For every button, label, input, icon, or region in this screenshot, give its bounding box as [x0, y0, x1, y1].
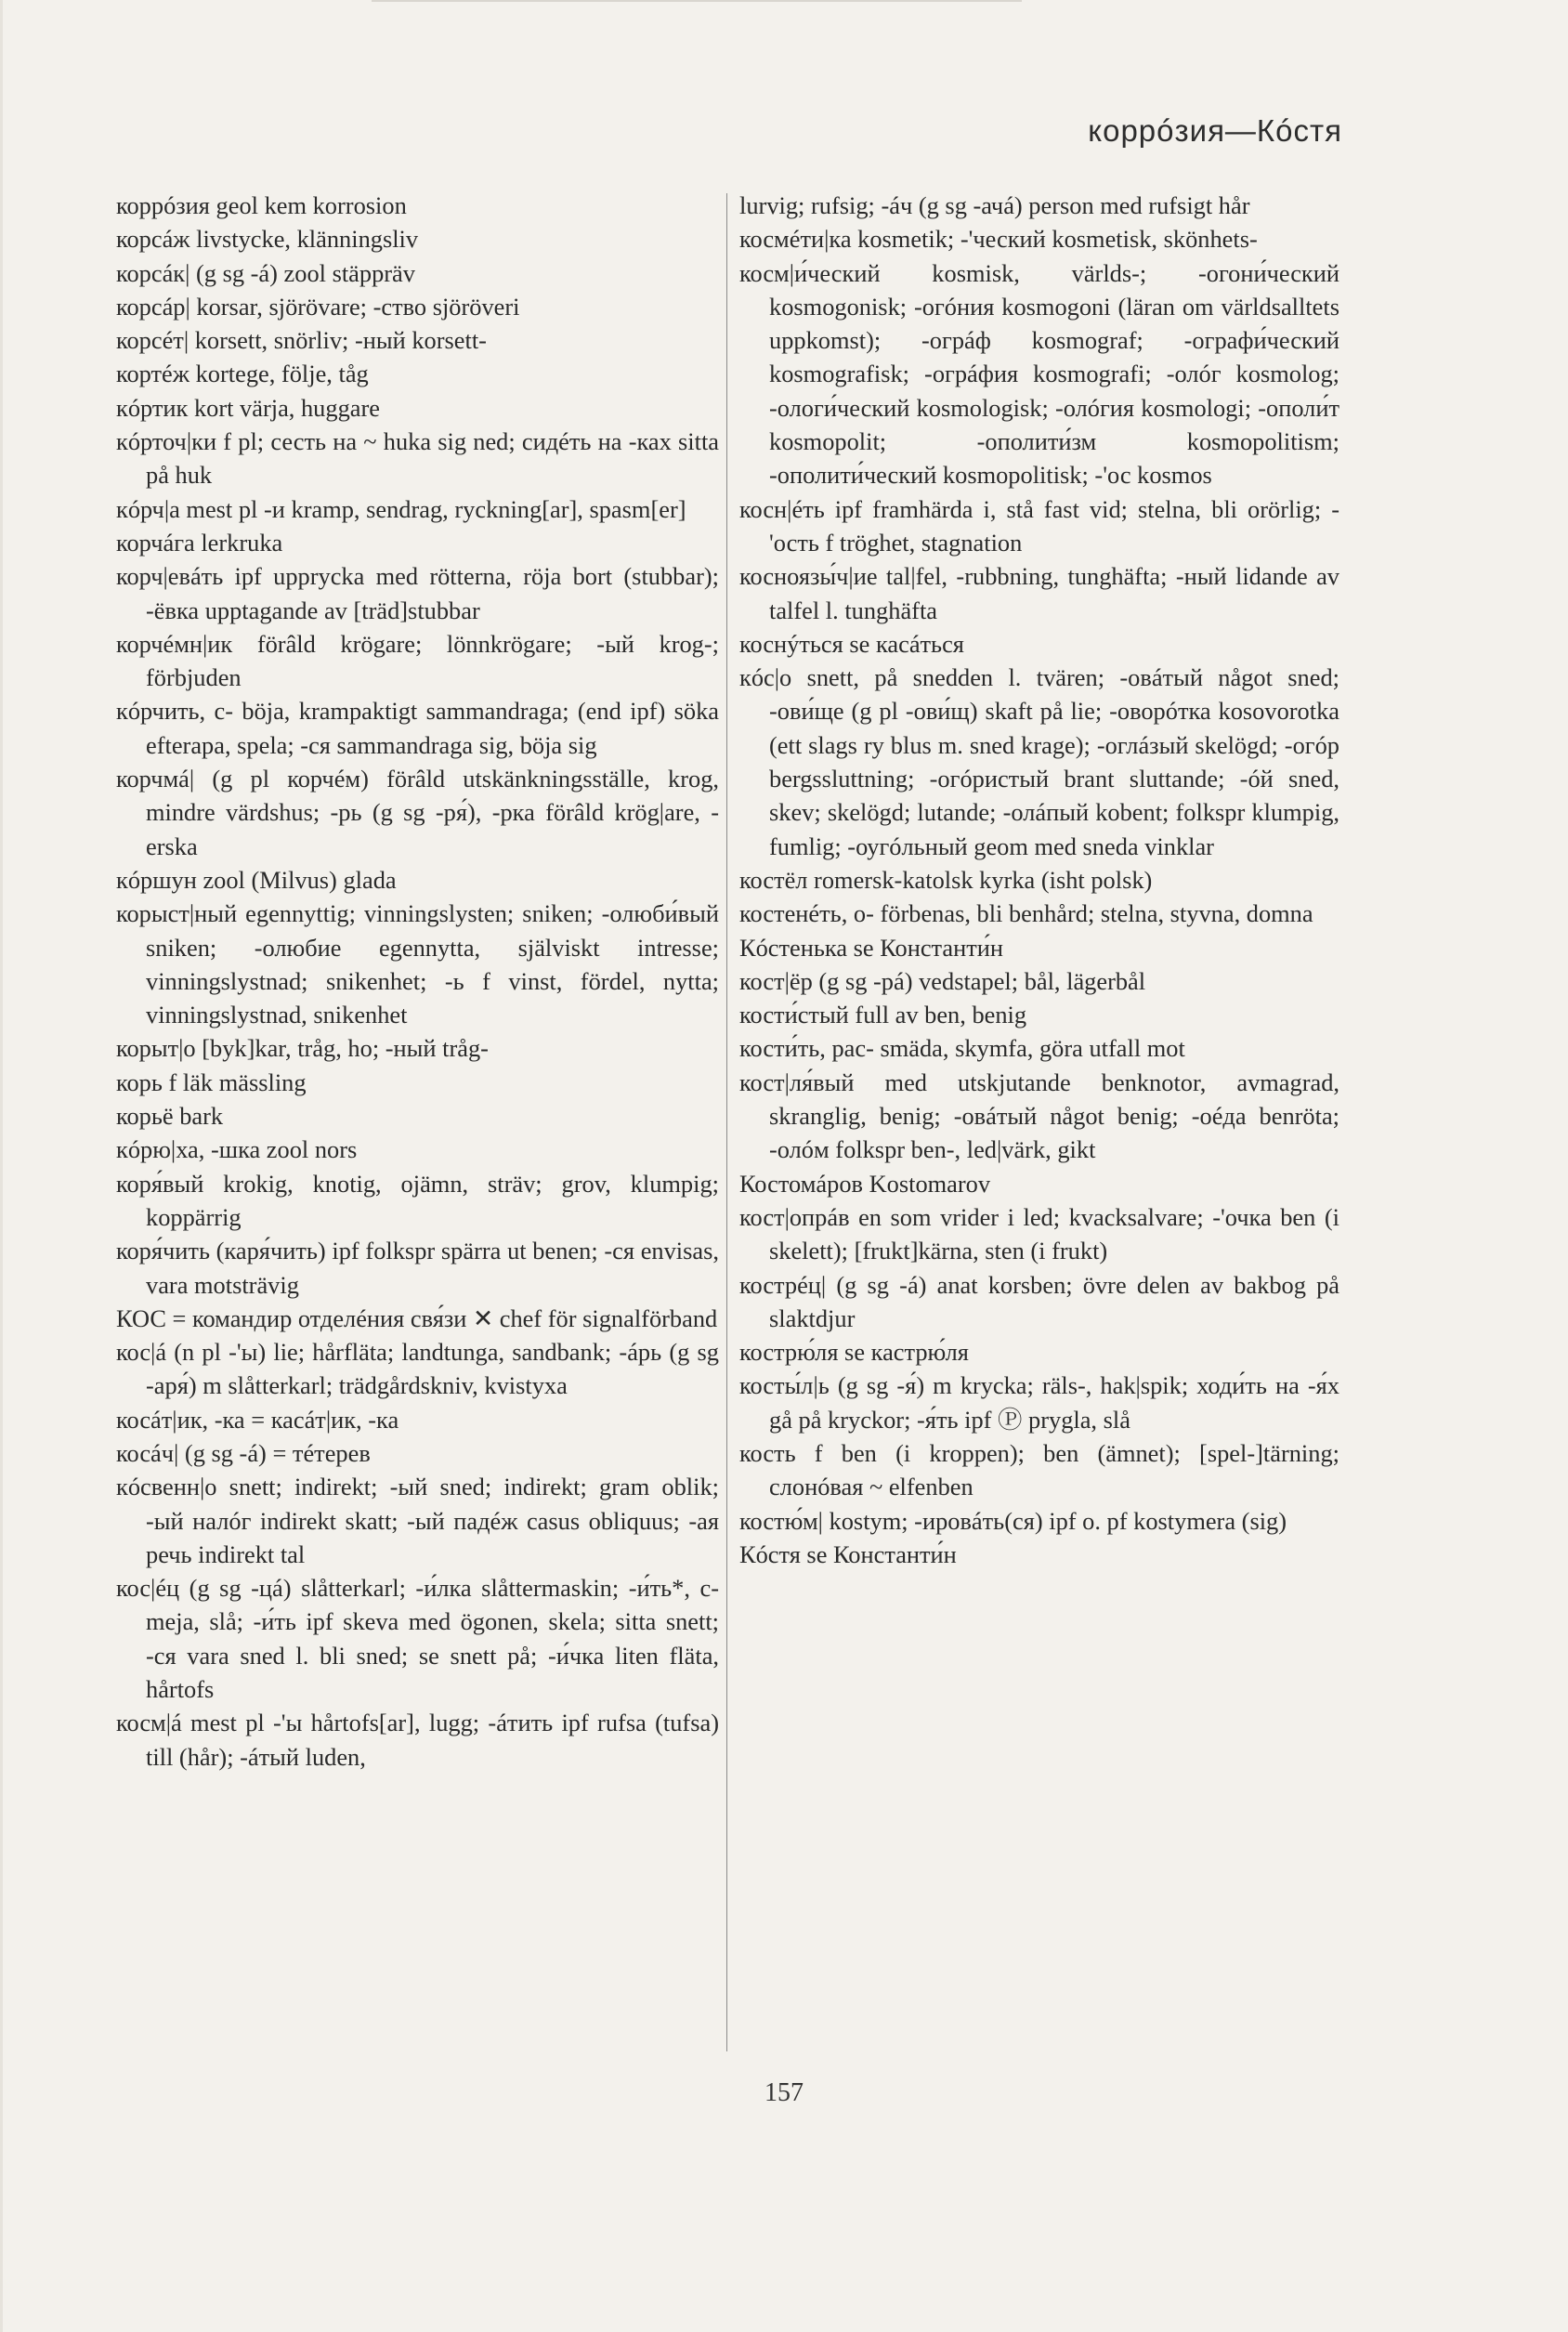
dictionary-entry: кости́стый full av ben, benig [739, 1001, 1027, 1029]
dictionary-entry: Костомáров Kostomarov [739, 1169, 991, 1198]
left-column [116, 189, 719, 1774]
dictionary-entry: корчмá| (g pl корчéм) förâld utskänkningsställe, krog, mindre värdshus; -рь (g sg -ря́), -рка förâld krög|are, -erska [116, 765, 719, 860]
dictionary-entry: корсáр| korsar, sjörövare; -ство sjöröveri [116, 292, 520, 321]
dictionary-entry: костю́м| kostym; -ировáть(ся) ipf o. pf kostymera (sig) [739, 1506, 1287, 1535]
dictionary-entry: корь f läk mässling [116, 1068, 307, 1096]
dictionary-entry: корыст|ный egennyttig; vinningslysten; sniken; -олюби́вый sniken; -олюбие egennytta, själviskt intresse; vinningslystnad; snikenhet; -ь f vinst, fördel, nytta; vinningslystnad, snikenhet [116, 899, 719, 1029]
dictionary-entry: КОС = командир отделéния свя́зи ✕ chef för signalförband [116, 1304, 718, 1332]
dictionary-entry: кортéж kortege, följe, tåg [116, 360, 369, 388]
dictionary-entry: корыт|о [byk]kar, tråg, ho; -ный tråg- [116, 1034, 489, 1063]
dictionary-entry: коррóзия geol kem korrosion [116, 191, 407, 219]
dictionary-entry: корсáк| (g sg -á) zool stäppräv [116, 258, 415, 287]
dictionary-entry: кострéц| (g sg -á) anat korsben; övre delen av bakbog på slaktdjur [739, 1270, 1339, 1332]
scan-edge [0, 0, 3, 2332]
dictionary-entry: кос|éц (g sg -цá) slåtterkarl; -и́лка slåttermaskin; -и́ть*, с- meja, slå; -и́ть ipf skeva med ögonen, skela; sitta snett; -ся vara sned l. bli sned; se snett på; -и́чка liten fläta, hårtofs [116, 1574, 719, 1704]
page-top-rule [372, 0, 1022, 2]
dictionary-entry: кóрчить, с- böja, krampaktigt sammandraga; (end ipf) söka efterapa, spela; -ся sammandraga sig, böja sig [116, 697, 719, 759]
dictionary-entry: коря́чить (каря́чить) ipf folkspr spärra ut benen; -ся envisas, vara motsträvig [116, 1237, 719, 1299]
dictionary-entry: косáт|ик, -ка = касáт|ик, -ка [116, 1405, 399, 1434]
dictionary-entry: корьё bark [116, 1102, 224, 1131]
dictionary-entry: кость f ben (i kroppen); ben (ämnet); [spel-]tärning; слонóвая ~ elfenben [739, 1438, 1339, 1501]
right-column [739, 189, 1339, 1571]
page-number: 157 [764, 2078, 804, 2107]
dictionary-entry: костёл romersk-katolsk kyrka (isht polsk) [739, 865, 1153, 894]
dictionary-entry: кост|ёр (g sg -рá) vedstapel; bål, lägerbål [739, 966, 1146, 995]
dictionary-entry: кóрточ|ки f pl; сесть на ~ huka sig ned; сидéть на -ках sitta på huk [116, 427, 719, 490]
dictionary-entry: lurvig; rufsig; -áч (g sg -ачá) person med rufsigt hår [739, 191, 1250, 219]
dictionary-entry: корчéмн|ик förâld krögare; lönnkrögare; -ый krog-; förbjuden [116, 629, 719, 692]
dictionary-entry: корсáж livstycke, klänningsliv [116, 225, 419, 254]
dictionary-entry: косм|и́ческий kosmisk, världs-; -огони́ческий kosmogonisk; -огóния kosmogoni (läran om världsalltets uppkomst); -огрáф kosmograf; -ографи́ческий kosmografisk; -огрáфия kosmografi; -олóг kosmolog; -ологи́ческий kosmologisk; -олóгия kosmologi; -ополи́т kosmopolit; -ополити́зм kosmopolitism; -ополити́ческий kosmopolitisk; -'ос kosmos [739, 258, 1339, 490]
dictionary-entry: кóс|о snett, på snedden l. tvären; -овáтый något sned; -ови́ще (g pl -ови́щ) skaft på lie; -оворóтка kosovorotka (ett slags ry blus m. sned krage); -оглáзый skelögd; -огóр bergssluttning; -огóристый brant sluttande; -óй sned, skev; skelögd; lutande; -олáпый kobent; folkspr klumpig, fumlig; -оугóльный geom med sneda vinklar [739, 663, 1339, 860]
dictionary-entry: кост|опрáв en som vrider i led; kvacksalvare; -'очка ben (i skelett); [frukt]kärna, sten (i frukt) [739, 1202, 1339, 1265]
dictionary-entry: космéти|ка kosmetik; -'ческий kosmetisk, skönhets- [739, 225, 1258, 254]
dictionary-entry: Кóстя se Константи́н [739, 1539, 957, 1568]
dictionary-entry: корч|евáть ipf upprycka med rötterna, röja bort (stubbar); -ёвка upptagande av [träd]stubbar [116, 562, 719, 624]
dictionary-entry: кóртик kort värja, huggare [116, 393, 380, 422]
dictionary-entry: кос|á (n pl -'ы) lie; hårfläta; landtunga, sandbank; -áрь (g sg -аря́) m slåtterkarl; trädgårdskniv, kvistyxa [116, 1338, 719, 1400]
dictionary-entry: Кóстенька se Константи́н [739, 933, 1004, 962]
dictionary-entry: кóрч|а mest pl -и kramp, sendrag, ryckning[ar], spasm[er] [116, 494, 686, 523]
dictionary-entry: коря́вый krokig, knotig, ojämn, sträv; grov, klumpig; koppärrig [116, 1169, 719, 1231]
column-divider [726, 193, 727, 2051]
dictionary-entry: косн|éть ipf framhärda i, stå fast vid; stelna, bli orörlig; -'ость f tröghet, stagnation [739, 494, 1339, 557]
dictionary-entry: кóршун zool (Milvus) glada [116, 865, 397, 894]
dictionary-entry: косноязы́ч|ие tal|fel, -rubbning, tunghäfta; -ный lidande av talfel l. tunghäfta [739, 562, 1339, 624]
dictionary-entry: кострю́ля se кастрю́ля [739, 1338, 969, 1367]
dictionary-entry: кóрю|ха, -шка zool nors [116, 1135, 358, 1164]
dictionary-entry: коснýться se касáться [739, 629, 964, 658]
dictionary-entry: кост|ля́вый med utskjutande benknotor, avmagrad, skranglig, benig; -овáтый något benig; -оéда benröta; -олóм folkspr ben-, led|värk, gikt [739, 1068, 1339, 1164]
dictionary-entry: костенéть, о- förbenas, bli benhård; stelna, styvna, domna [739, 899, 1313, 928]
dictionary-entry: косáч| (g sg -á) = тéтерев [116, 1438, 371, 1467]
dictionary-entry: кости́ть, рас- smäda, skymfa, göra utfall mot [739, 1034, 1185, 1063]
dictionary-entry: косты́л|ь (g sg -я́) m krycka; räls-, hak|spik; ходи́ть на -я́х gå på kryckor; -я́ть ipf Ⓟ prygla, slå [739, 1371, 1339, 1434]
dictionary-entry: корсéт| korsett, snörliv; -ный korsett- [116, 326, 487, 355]
dictionary-entry: корчáга lerkruka [116, 528, 283, 557]
dictionary-entry: косм|á mest pl -'ы hårtofs[ar], lugg; -áтить ipf rufsa (tufsa) till (hår); -áтый luden, [116, 1709, 719, 1771]
running-head: коррóзия—Кóстя [1088, 113, 1342, 148]
dictionary-entry: кóсвенн|о snett; indirekt; -ый sned; indirekt; gram oblik; -ый налóг indirekt skatt; -ый падéж casus obliquus; -ая речь indirekt tal [116, 1473, 719, 1568]
